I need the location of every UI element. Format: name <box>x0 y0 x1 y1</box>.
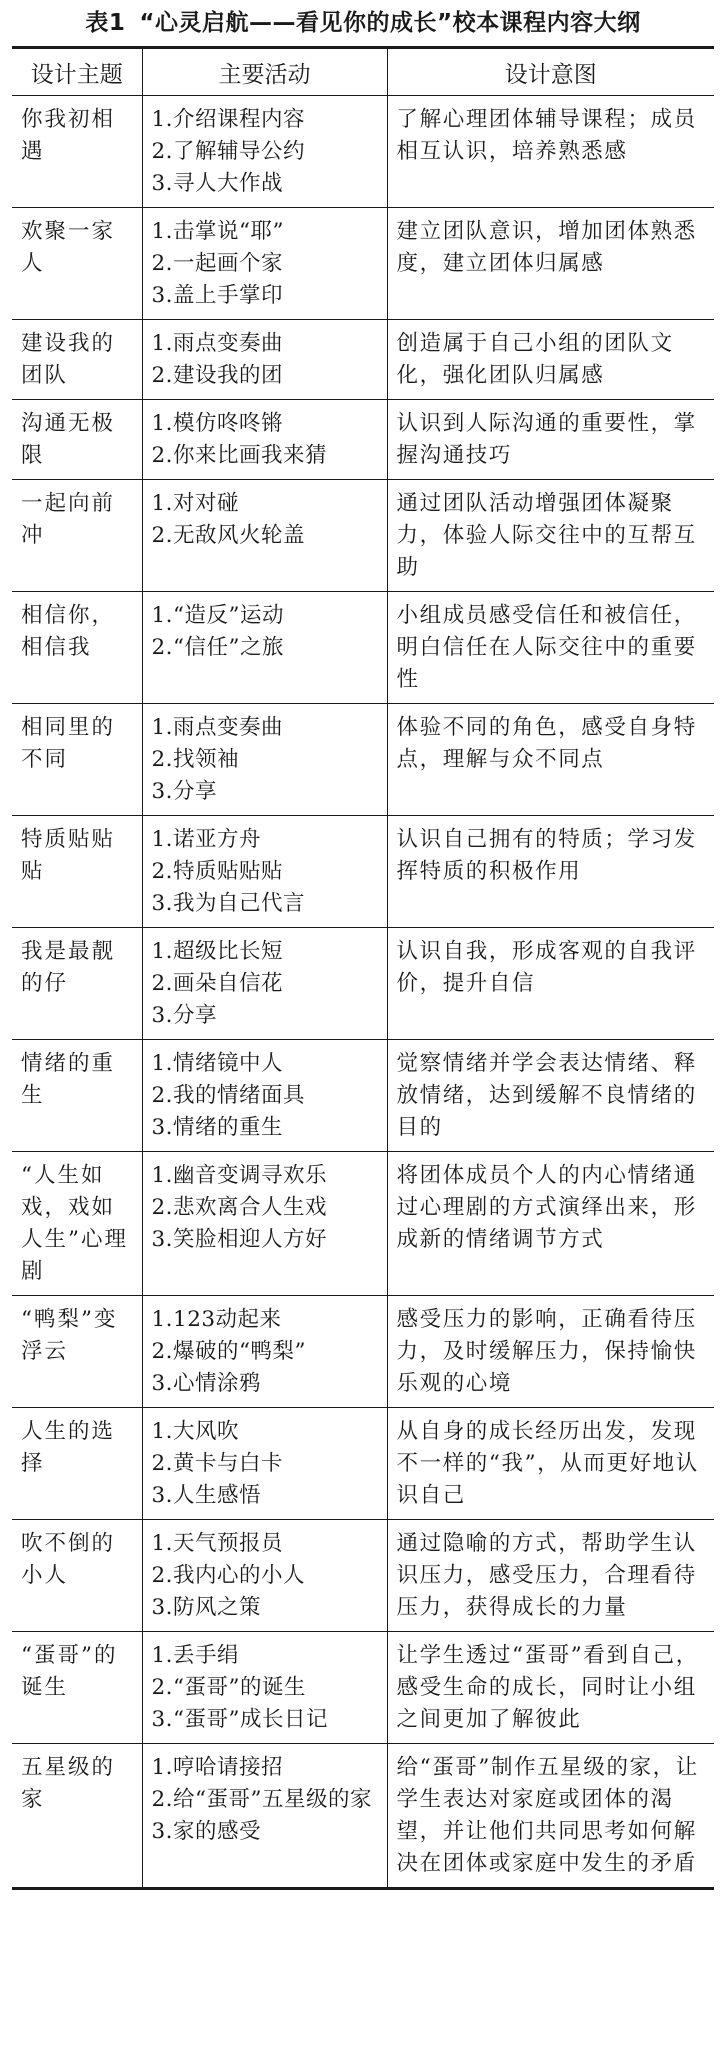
activity-item: 2.“信任”之旅 <box>151 635 284 660</box>
purpose-cell: 认识自己拥有的特质；学习发挥特质的积极作用 <box>387 816 714 928</box>
activities-cell <box>142 928 387 1040</box>
activity-item: 3.心情涂鸦 <box>151 1371 262 1396</box>
activity-item: 1.对对碰 <box>151 491 240 516</box>
table-row <box>12 96 714 208</box>
activity-item: 1.模仿咚咚锵 <box>151 411 284 436</box>
activity-item: 1.哼哈请接招 <box>151 1755 284 1780</box>
topic-cell: 吹不倒的小人 <box>12 1520 142 1632</box>
activities-cell <box>142 96 387 208</box>
table-row <box>12 400 714 480</box>
purpose-cell: 体验不同的角色，感受自身特点，理解与众不同点 <box>387 704 714 816</box>
activity-item: 3.防风之策 <box>151 1595 262 1620</box>
activities-cell <box>142 1744 387 1889</box>
table-row <box>12 1296 714 1408</box>
topic-cell: 建设我的团队 <box>12 320 142 400</box>
topic-cell: “蛋哥”的诞生 <box>12 1632 142 1744</box>
activities-cell <box>142 320 387 400</box>
purpose-cell: 通过团队活动增强团体凝聚力，体验人际交往中的互帮互助 <box>387 480 714 592</box>
topic-cell: “人生如戏，戏如人生”心理剧 <box>12 1152 142 1296</box>
purpose-cell: 觉察情绪并学会表达情绪、释放情绪，达到缓解不良情绪的目的 <box>387 1040 714 1152</box>
header-purpose: 设计意图 <box>387 48 714 96</box>
table-row <box>12 816 714 928</box>
topic-cell: 情绪的重生 <box>12 1040 142 1152</box>
activity-item: 3.盖上手掌印 <box>151 283 284 308</box>
topic-cell: “鸭梨”变浮云 <box>12 1296 142 1408</box>
activity-item: 3.我为自己代言 <box>151 891 306 916</box>
activity-item: 2.建设我的团 <box>151 363 284 388</box>
activity-item: 1.雨点变奏曲 <box>151 715 284 740</box>
purpose-cell: 从自身的成长经历出发，发现不一样的“我”，从而更好地认识自己 <box>387 1408 714 1520</box>
activity-item: 1.雨点变奏曲 <box>151 331 284 356</box>
topic-cell: 人生的选择 <box>12 1408 142 1520</box>
activity-item: 1.幽音变调寻欢乐 <box>151 1163 328 1188</box>
activity-item: 2.“蛋哥”的诞生 <box>151 1675 306 1700</box>
topic-cell: 欢聚一家人 <box>12 208 142 320</box>
topic-cell: 我是最靓的仔 <box>12 928 142 1040</box>
table-body <box>12 96 714 1889</box>
activity-item: 1.情绪镜中人 <box>151 1051 284 1076</box>
table-title: “心灵启航——看见你的成长”校本课程内容大纲 <box>139 10 641 36</box>
table-row <box>12 320 714 400</box>
activity-item: 1.天气预报员 <box>151 1531 284 1556</box>
purpose-cell: 创造属于自己小组的团队文化，强化团队归属感 <box>387 320 714 400</box>
activity-item: 3.寻人大作战 <box>151 171 284 196</box>
table-number: 表1 <box>85 10 126 36</box>
table-row <box>12 592 714 704</box>
activity-item: 3.人生感悟 <box>151 1483 262 1508</box>
purpose-cell: 给“蛋哥”制作五星级的家，让学生表达对家庭或团体的渴望，并让他们共同思考如何解决在团体或家庭中发生的矛盾 <box>387 1744 714 1889</box>
purpose-cell: 感受压力的影响，正确看待压力，及时缓解压力，保持愉快乐观的心境 <box>387 1296 714 1408</box>
activity-item: 2.特质贴贴贴 <box>151 859 284 884</box>
activity-item: 2.爆破的“鸭梨” <box>151 1339 306 1364</box>
purpose-cell: 了解心理团体辅导课程；成员相互认识，培养熟悉感 <box>387 96 714 208</box>
activity-item: 3.笑脸相迎人方好 <box>151 1227 328 1252</box>
activity-item: 2.给“蛋哥”五星级的家 <box>151 1787 372 1812</box>
activity-item: 2.你来比画我来猜 <box>151 443 328 468</box>
activity-item: 3.情绪的重生 <box>151 1115 284 1140</box>
activity-item: 1.“造反”运动 <box>151 603 284 628</box>
activities-cell <box>142 704 387 816</box>
activities-cell <box>142 480 387 592</box>
activity-item: 2.画朵自信花 <box>151 971 284 996</box>
topic-cell: 特质贴贴贴 <box>12 816 142 928</box>
header-row <box>12 48 714 96</box>
activities-cell <box>142 1040 387 1152</box>
table-header <box>12 48 714 96</box>
activity-item: 2.了解辅导公约 <box>151 139 306 164</box>
header-activities: 主要活动 <box>142 48 387 96</box>
course-outline-table <box>12 46 714 1890</box>
purpose-cell: 通过隐喻的方式，帮助学生认识压力，感受压力，合理看待压力，获得成长的力量 <box>387 1520 714 1632</box>
topic-cell: 你我初相遇 <box>12 96 142 208</box>
activity-item: 3.家的感受 <box>151 1819 262 1844</box>
purpose-cell: 让学生透过“蛋哥”看到自己，感受生命的成长，同时让小组之间更加了解彼此 <box>387 1632 714 1744</box>
table-row <box>12 1408 714 1520</box>
purpose-cell: 认识自我，形成客观的自我评价，提升自信 <box>387 928 714 1040</box>
purpose-cell: 认识到人际沟通的重要性，掌握沟通技巧 <box>387 400 714 480</box>
activities-cell <box>142 1632 387 1744</box>
topic-cell: 沟通无极限 <box>12 400 142 480</box>
table-row <box>12 1040 714 1152</box>
activities-cell <box>142 1152 387 1296</box>
activities-cell <box>142 1296 387 1408</box>
activity-item: 1.介绍课程内容 <box>151 107 306 132</box>
activities-cell <box>142 208 387 320</box>
activity-item: 2.我内心的小人 <box>151 1563 306 1588</box>
table-row <box>12 1520 714 1632</box>
activity-item: 2.悲欢离合人生戏 <box>151 1195 328 1220</box>
activities-cell <box>142 816 387 928</box>
activity-item: 2.黄卡与白卡 <box>151 1451 284 1476</box>
activities-cell <box>142 592 387 704</box>
table-row <box>12 704 714 816</box>
activity-item: 1.大风吹 <box>151 1419 240 1444</box>
purpose-cell: 建立团队意识，增加团体熟悉度，建立团体归属感 <box>387 208 714 320</box>
topic-cell: 五星级的家 <box>12 1744 142 1889</box>
activity-item: 2.一起画个家 <box>151 251 284 276</box>
table-row <box>12 1632 714 1744</box>
activity-item: 3.分享 <box>151 779 218 804</box>
table-row <box>12 208 714 320</box>
activity-item: 2.无敌风火轮盖 <box>151 523 306 548</box>
activity-item: 1.诺亚方舟 <box>151 827 262 852</box>
activity-item: 2.找领袖 <box>151 747 240 772</box>
topic-cell: 相同里的不同 <box>12 704 142 816</box>
activities-cell <box>142 1408 387 1520</box>
activity-item: 2.我的情绪面具 <box>151 1083 306 1108</box>
purpose-cell: 将团体成员个人的内心情绪通过心理剧的方式演绎出来，形成新的情绪调节方式 <box>387 1152 714 1296</box>
table-row <box>12 1152 714 1296</box>
table-row <box>12 480 714 592</box>
purpose-cell: 小组成员感受信任和被信任，明白信任在人际交往中的重要性 <box>387 592 714 704</box>
table-row <box>12 928 714 1040</box>
activity-item: 1.击掌说“耶” <box>151 219 284 244</box>
activity-item: 3.“蛋哥”成长日记 <box>151 1707 328 1732</box>
topic-cell: 相信你，相信我 <box>12 592 142 704</box>
activity-item: 3.分享 <box>151 1003 218 1028</box>
activity-item: 1.超级比长短 <box>151 939 284 964</box>
activity-item: 1.丢手绢 <box>151 1643 240 1668</box>
topic-cell: 一起向前冲 <box>12 480 142 592</box>
table-caption <box>12 0 714 46</box>
activities-cell <box>142 1520 387 1632</box>
table-row <box>12 1744 714 1889</box>
activities-cell <box>142 400 387 480</box>
activity-item: 1.123动起来 <box>151 1307 282 1332</box>
header-topic: 设计主题 <box>12 48 142 96</box>
